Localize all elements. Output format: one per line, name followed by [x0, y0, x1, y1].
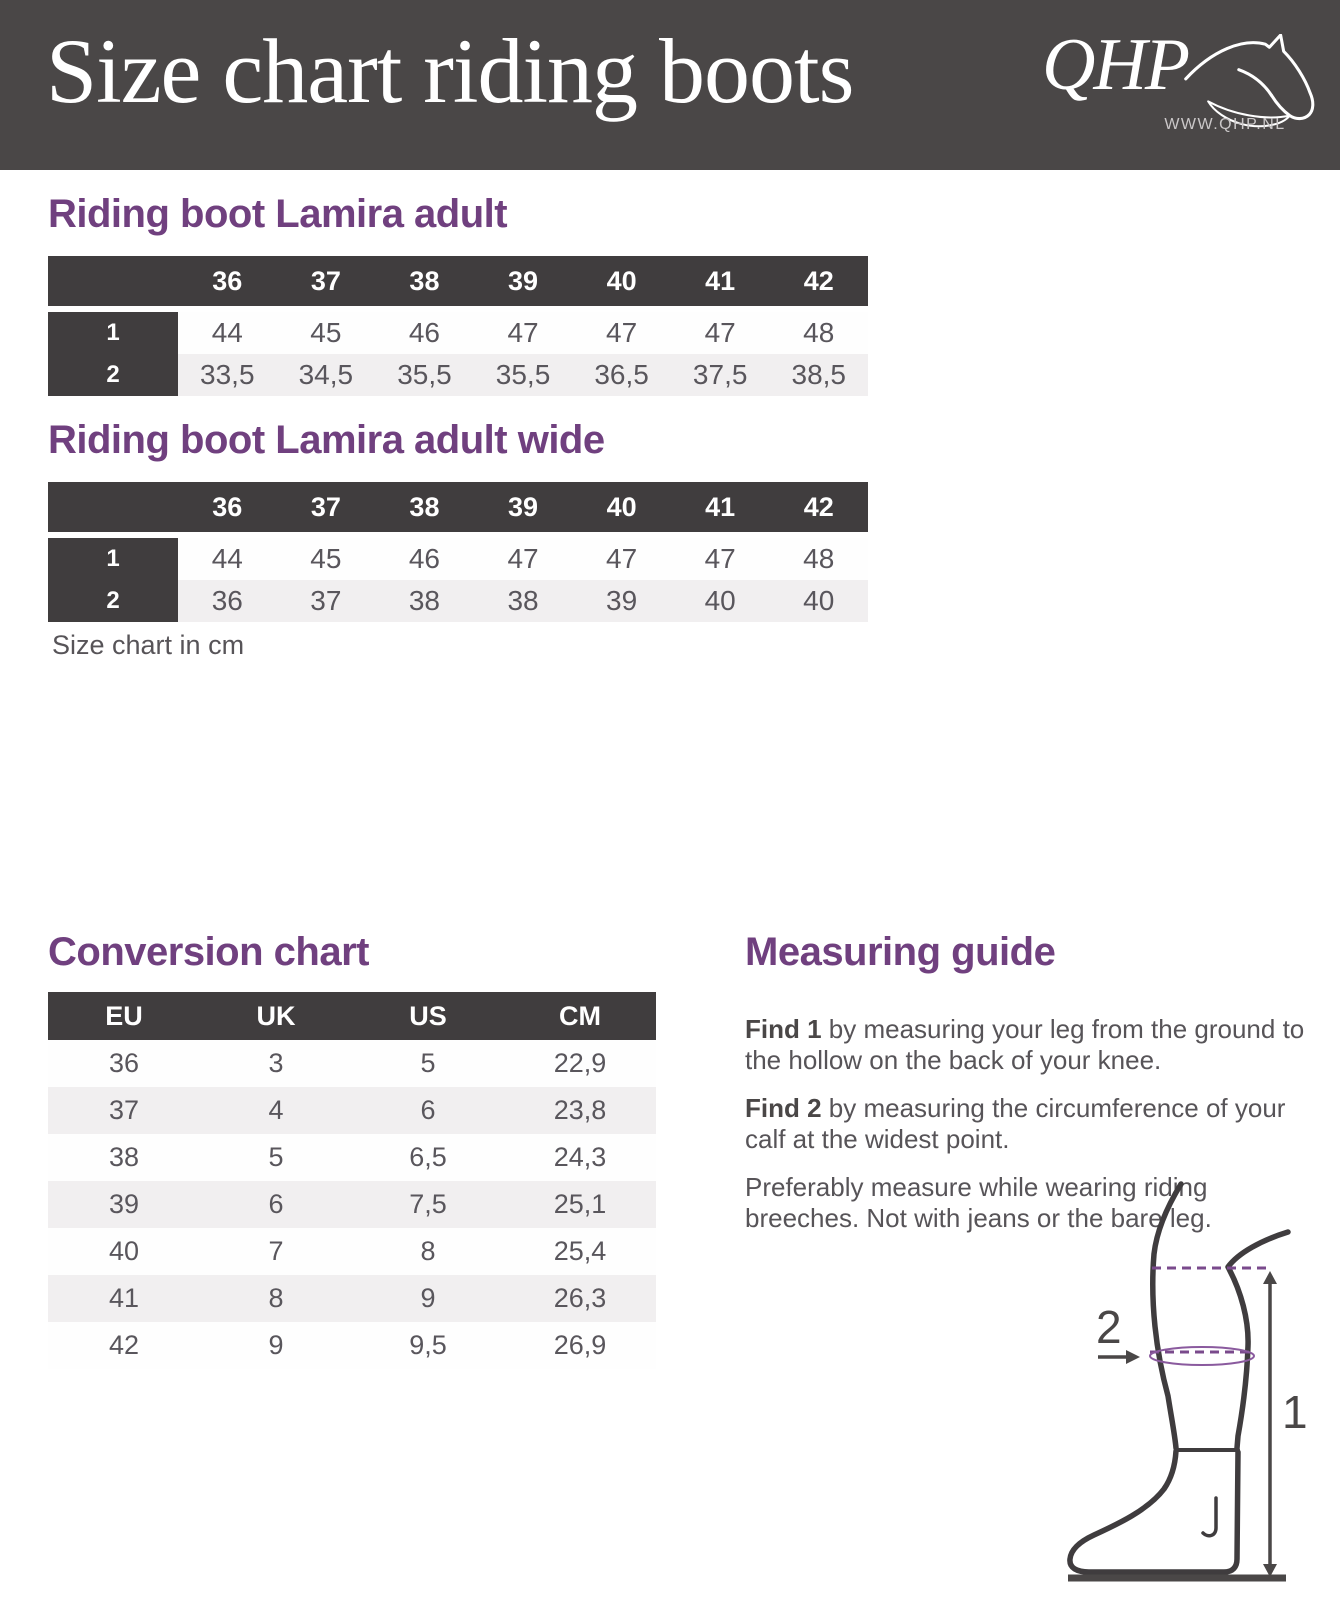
find-2-label: Find 2: [745, 1093, 822, 1123]
size-table-adult-wide: [48, 482, 868, 622]
table-cell: 47: [704, 543, 736, 574]
qhp-logo-text: QHP: [1042, 24, 1189, 106]
table-row: [178, 354, 868, 396]
measuring-advice: Preferably measure while wearing riding breeches. Not with jeans or the bare leg.: [745, 1172, 1212, 1233]
size-col-header: 38: [409, 491, 440, 522]
table-cell: 26,3: [553, 1283, 607, 1313]
header-banner: [0, 0, 1340, 170]
table-cell: 25,4: [553, 1236, 607, 1266]
size-col-header: 36: [212, 265, 243, 296]
column-header: CM: [559, 1000, 601, 1031]
size-col-header: 40: [606, 491, 637, 522]
table-row: [48, 1275, 656, 1322]
table-row: [48, 1087, 656, 1134]
table-cell: 5: [420, 1048, 436, 1078]
size-col-header: 36: [212, 491, 243, 522]
table-cell: 47: [606, 317, 638, 348]
size-table-adult-header: [48, 256, 868, 306]
table-row: [48, 1181, 656, 1228]
table-cell: 47: [507, 543, 539, 574]
table-cell: 47: [606, 543, 638, 574]
table-cell: 37: [108, 1095, 140, 1125]
table-cell: 9: [268, 1330, 284, 1360]
table-cell: 38: [507, 585, 539, 616]
table-cell: 6: [268, 1189, 284, 1219]
size-col-header: 40: [606, 265, 637, 296]
table-cell: 9: [420, 1283, 436, 1313]
size-col-header: 39: [508, 491, 539, 522]
find-1-label: Find 1: [745, 1014, 822, 1044]
table-cell: 40: [704, 585, 736, 616]
table-cell: 8: [420, 1236, 436, 1266]
table-cell: 46: [408, 543, 441, 574]
table-cell: 40: [108, 1236, 140, 1266]
label-1: 1: [1282, 1386, 1308, 1438]
heading-lamira-adult: Riding boot Lamira adult: [48, 192, 508, 236]
row-label: 1: [106, 319, 120, 346]
size-col-header: 38: [409, 265, 440, 296]
table-cell: 36,5: [594, 359, 649, 390]
table-cell: 5: [268, 1142, 284, 1172]
foot-outline: [1070, 1451, 1238, 1572]
column-header: EU: [105, 1000, 143, 1031]
table-cell: 38: [408, 585, 441, 616]
table-cell: 35,5: [397, 359, 452, 390]
size-col-header: 42: [803, 265, 834, 296]
table-cell: 46: [408, 317, 441, 348]
label-2: 2: [1096, 1301, 1122, 1353]
table-cell: 44: [211, 543, 243, 574]
table-row: [48, 1040, 656, 1087]
table-cell: 7,5: [409, 1189, 447, 1219]
table-cell: 6,5: [409, 1142, 447, 1172]
table-cell: 26,9: [553, 1330, 607, 1360]
table-cell: 24,3: [553, 1142, 607, 1172]
table-cell: 9,5: [409, 1330, 447, 1360]
table-cell: 23,8: [553, 1095, 607, 1125]
find-2-text: by measuring the circumference of your calf at the widest point.: [745, 1093, 1286, 1154]
calf-circumference-ellipse: [1150, 1347, 1254, 1365]
leg-front-line: [1153, 1184, 1181, 1448]
table-cell: 4: [268, 1095, 284, 1125]
table-row: [48, 1322, 656, 1369]
table-cell: 8: [268, 1283, 284, 1313]
table-cell: 45: [310, 317, 342, 348]
table-cell: 48: [803, 317, 835, 348]
table-cell: 39: [108, 1189, 140, 1219]
table-cell: 38,5: [791, 359, 846, 390]
table-cell: 38: [108, 1142, 140, 1172]
table-row: [178, 580, 868, 622]
table-cell: 40: [803, 585, 835, 616]
size-col-header: 39: [508, 265, 539, 296]
table-cell: 45: [310, 543, 342, 574]
page-title: Size chart riding boots: [46, 20, 854, 122]
table-cell: 35,5: [495, 359, 551, 390]
conversion-table-header: [48, 992, 656, 1040]
table-cell: 37,5: [692, 359, 748, 390]
size-col-header: 41: [705, 491, 736, 522]
table-cell: 39: [606, 585, 638, 616]
measuring-step-2: [745, 1093, 1305, 1155]
row-label-column: [48, 312, 178, 396]
size-table-adult: [48, 256, 868, 396]
size-col-header: 37: [310, 265, 341, 296]
row-label: 2: [106, 587, 120, 614]
find-1-text: by measuring your leg from the ground to the hollow on the back of your knee.: [745, 1014, 1305, 1075]
table-row: [178, 538, 868, 580]
row-label: 2: [106, 361, 120, 388]
table-cell: 3: [268, 1048, 284, 1078]
table-cell: 36: [211, 585, 243, 616]
table-cell: 48: [803, 543, 835, 574]
table-cell: 25,1: [553, 1189, 607, 1219]
table-row: [178, 312, 868, 354]
conversion-table: [48, 992, 656, 1369]
leg-measurement-illustration: [1000, 1180, 1340, 1616]
table-cell: 47: [507, 317, 539, 348]
column-header: US: [409, 1000, 447, 1031]
table-cell: 42: [108, 1330, 140, 1360]
sock-j-mark: [1203, 1498, 1216, 1536]
table-row: [48, 1134, 656, 1181]
measuring-step-1: [745, 1014, 1305, 1076]
qhp-logo: [1020, 20, 1320, 150]
column-header: UK: [256, 1000, 296, 1031]
height-measure-arrow: [1263, 1271, 1277, 1577]
size-col-header: 42: [803, 491, 834, 522]
table-cell: 37: [310, 585, 342, 616]
row-label: 1: [106, 545, 120, 572]
table-cell: 41: [108, 1283, 140, 1313]
table-cell: 7: [268, 1236, 284, 1266]
table-cell: 36: [108, 1048, 140, 1078]
qhp-website-url: WWW.QHP.NL: [1164, 116, 1286, 133]
heading-measuring-guide: Measuring guide: [745, 930, 1056, 974]
size-chart-note: Size chart in cm: [52, 630, 245, 660]
leg-back-line: [1228, 1232, 1288, 1448]
heading-lamira-adult-wide: Riding boot Lamira adult wide: [48, 418, 605, 462]
size-col-header: 41: [705, 265, 736, 296]
table-cell: 34,5: [298, 359, 354, 390]
table-cell: 6: [420, 1095, 436, 1125]
row-label-column: [48, 538, 178, 622]
table-cell: 22,9: [553, 1048, 607, 1078]
size-col-header: 37: [310, 491, 341, 522]
heading-conversion-chart: Conversion chart: [48, 930, 369, 974]
size-table-wide-header: [48, 482, 868, 532]
table-row: [48, 1228, 656, 1275]
table-cell: 44: [211, 317, 243, 348]
table-cell: 33,5: [200, 359, 255, 390]
table-cell: 47: [704, 317, 736, 348]
